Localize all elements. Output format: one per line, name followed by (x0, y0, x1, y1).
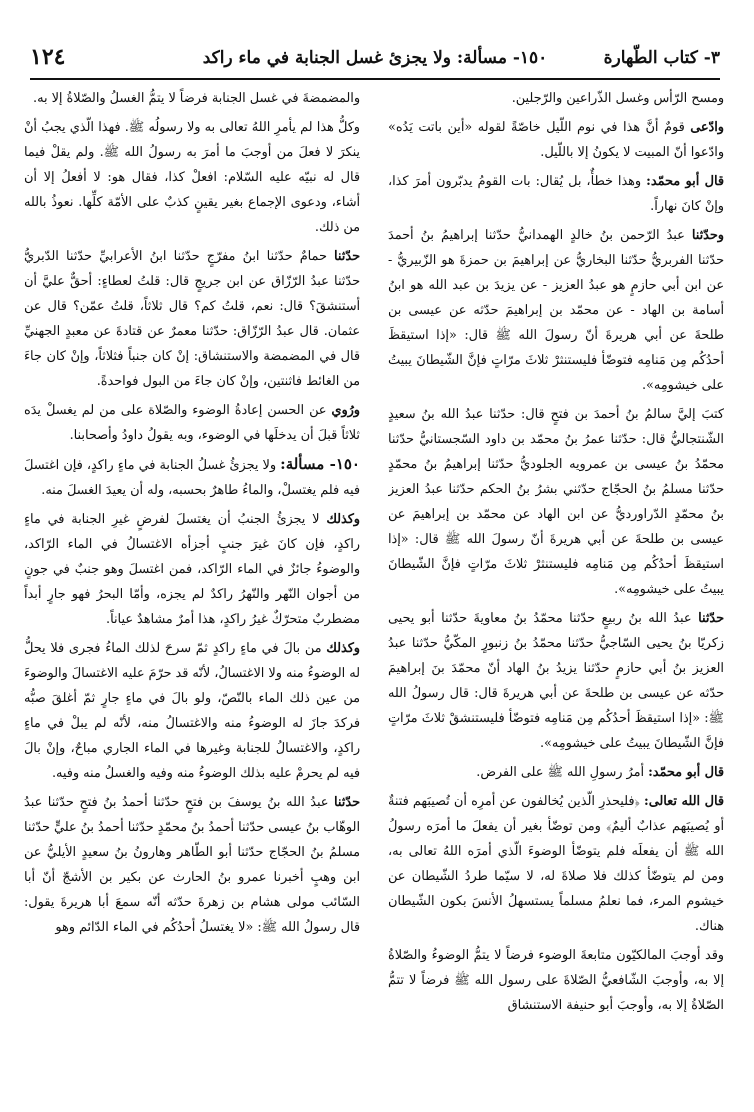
paragraph-text: ومسح الرّأس وغسل الذّراعين والرّجلين. (511, 91, 724, 106)
right-column (388, 86, 724, 1096)
header-rule (30, 78, 720, 80)
paragraph (388, 789, 724, 939)
paragraph (388, 606, 724, 756)
paragraph (24, 452, 360, 503)
paragraph-lead: حدّثنا (698, 611, 724, 626)
left-column (24, 86, 360, 1096)
paragraph-text: لا يجزئُ الجنبُ أن يغتسلَ لفرضٍ غيرِ الجنابة في ماءٍ راكدٍ، فإن كانَ غيرَ جنبٍ أجزأه الاغتسالُ في الماء الرّاكد، والوضوءُ جائزٌ في الماء الرّاكد، فمن اغتسلَ وهو جنبٌ في جونٍ من أجوان النّهر والنّهرُ راكدٌ لم يجزه، وأمّا البحرُ فهو جارٍ أبداً مضطربٌ متحرّكٌ غيرُ راكدٍ، هذا أمرٌ مشاهدٌ عياناً. (24, 512, 360, 627)
paragraph (24, 244, 360, 394)
issue-title: ١٥٠- مسألة: ولا يجزئ غسل الجنابة في ماء راكد (202, 48, 548, 68)
paragraph-text: حمامٌ حدّثنا ابنُ مفرّجٍ حدّثنا ابنُ الأعرابيِّ حدّثنا الدّبريُّ حدّثنا عبدُ الرّزّاق عن ابن جريجٍ قال: قلتُ لعطاءٍ: أحقٌّ عليَّ أن أستنشقَ؟ قال: نعم، قلتُ كم؟ قال ثلاثاً، قلتُ عمّن؟ قال عن عثمان. قال عبدُ الرّزّاق: حدّثنا معمرٌ عن قتادةَ عن معبدٍ الجهنيِّ قال في المضمضة والاستنشاق: إنْ كان جنباً فثلاثاً، وإنْ كان جاءَ من الغائط فاثنتين، وإنْ كان جاءَ من البول فواحدةً. (24, 249, 360, 389)
paragraph (388, 760, 724, 785)
paragraph (388, 223, 724, 398)
paragraph-text: ﴿فليحذرِ الّذين يُخالفون عن أمرِه أن تُصيبَهم فتنةٌ أو يُصيبَهم عذابٌ أليمٌ﴾ ومن توضّأ بغير أن يفعلَ ما أمرَه رسولُ الله ﷺ أن يفعلَه فلم يتوضّأ الوضوءَ الّذي أمرَه اللهُ تعالى به، ومن لم يتوضّأ كذلك فلا صلاةَ له، لا سيّما طردُ الشّيطان عن خيشوم المرء، فما نعلمُ مسلماً يستسهلُ الأنسَ بكون الشّيطان هناك. (388, 794, 724, 934)
paragraph-lead: وكذلك (326, 512, 360, 527)
paragraph-text: عبدُ الله بنُ يوسفَ بن فتحٍ حدّثنا أحمدُ بنُ فتحٍ حدّثنا عبدُ الوهّاب بنُ عيسى حدّثنا أحمدُ بنُ محمّدٍ حدّثنا أحمدُ بنُ عليٍّ حدّثنا مسلمُ بنُ الحجّاج حدّثنا أبو الطّاهر وهارونُ بنُ سعيدٍ الأيليُّ عن ابن وهبٍ أخبرنا عمرو بنُ الحارث عن بكير بن الأشجّ أنّ أبا السّائب مولى هشام بن زهرةَ حدّثه أنّه سمعَ أبا هريرةَ يقول: قال رسولُ الله ﷺ: «لا يغتسلُ أحدُكُم في الماء الدّائم وهو (24, 795, 360, 935)
paragraph-lead: ١٥٠- مسألة: (280, 455, 360, 473)
paragraph-lead: قال أبو محمّد: (646, 174, 724, 189)
paragraph (24, 115, 360, 240)
paragraph-lead: قال الله تعالى: (643, 794, 724, 809)
paragraph (24, 636, 360, 786)
paragraph-lead: حدّثنا (334, 249, 360, 264)
paragraph-text: ولا يجزئُ غسلُ الجنابة في ماءٍ راكدٍ، فإن اغتسلَ فيه فلم يغتسلْ، والماءُ طاهرٌ بحسبه، وله أن يعيدَ الغسلَ منه. (24, 458, 360, 498)
paragraph (24, 398, 360, 448)
chapter-title: ٣- كتاب الطّهارة (603, 48, 720, 68)
paragraph-text: قومٌ أنَّ هذا في نوم اللّيل خاصّةً لقوله «أين باتت يَدُه» وادّعوا أنّ المبيت لا يكونُ إلا باللّيل. (388, 120, 724, 160)
paragraph-lead: وكذلك (326, 641, 360, 656)
paragraph-text: والمضمضةَ في غسل الجنابة فرضاً لا يتمُّ الغسلُ والصّلاةُ إلا به. (33, 91, 360, 106)
paragraph-text: وكلُّ هذا لم يأمرِ اللهُ تعالى به ولا رسولُه ﷺ. فهذا الّذي يجبُ أنْ ينكرَ لا فعلَ من أوجبَ ما أمرَ به رسولُ الله ﷺ. ولم يقلْ فيما قال له نبيّه عليه السّلام: افعلْ كذا، فقال هو: لا أفعلُ إلا أن أشاء، ودعوى الإجماع بغير يقينٍ كذبٌ على الأمّة كلِّها. نعوذُ بالله من ذلك. (24, 120, 360, 235)
paragraph (388, 943, 724, 1018)
paragraph-lead: ورُوي (331, 403, 360, 418)
paragraph (388, 402, 724, 602)
paragraph (388, 86, 724, 111)
paragraph (24, 507, 360, 632)
paragraph-text: عبدُ الله بنُ ربيعٍ حدّثنا محمّدُ بنُ معاويةَ حدّثنا أبو يحيى زكريّا بنُ يحيى السّاجيُّ حدّثنا محمّدُ بنُ زنبورٍ المكّيُّ حدّثنا عبدُ العزيز بنُ أبي حازمٍ حدّثنا يزيدُ بنُ الهاد أنّ محمّدَ بنَ إبراهيمَ حدّثه عن عيسى بن طلحةَ عن أبي هريرةَ قال: قال رسولُ الله ﷺ: «إذا استيقظَ أحدُكُم مِن مَنامِه فتوضّأ فليستنشقْ ثلاثَ مرّاتٍ فإنَّ الشّيطانَ يبيتُ على خيشومِه». (388, 611, 724, 751)
paragraph (388, 115, 724, 165)
paragraph-text: وقد أوجبَ المالكيّون متابعةَ الوضوء فرضاً لا يتمُّ الوضوءُ والصّلاةُ إلا به، وأوجبَ الشّافعيُّ الصّلاةَ على رسول الله ﷺ فرضاً لا تتمُّ الصّلاةُ إلا به، وأوجبَ أبو حنيفة الاستنشاق (388, 948, 724, 1013)
paragraph (24, 86, 360, 111)
paragraph-lead: وحدّثنا (691, 228, 724, 243)
paragraph-text: عن الحسن إعادةُ الوضوء والصّلاة على من لم يغسلْ يدَه ثلاثاً قبلَ أن يدخلَها في الوضوء، وبه يقولُ داودُ وأصحابنا. (24, 403, 360, 443)
paragraph-lead: وادّعى (690, 120, 724, 135)
paragraph-text: وهذا خطأٌ، بل يُقال: بات القومُ يدبّرون أمرَ كذا، وإنْ كانَ نهاراً. (388, 174, 724, 214)
paragraph-lead: قال أبو محمّد: (648, 765, 724, 780)
paragraph (24, 790, 360, 940)
page-header (30, 42, 720, 74)
paragraph-text: كتبَ إليَّ سالمُ بنُ أحمدَ بن فتحٍ قال: حدّثنا عبدُ الله بنُ سعيدٍ الشّنتجاليُّ قال: حدّثنا عمرُ بنُ محمّد بن داود السّجستانيُّ حدّثنا محمّدُ بنُ عيسى بن عمرويه الجلوديُّ حدّثنا إبراهيمُ بنُ محمّدٍ حدّثنا مسلمُ بنُ الحجّاج حدّثني بشرُ بنُ الحكم حدّثنا عبدُ العزيز بنُ محمّدٍ الدّراورديُّ عن ابن الهاد عن محمّد بن إبراهيمَ عن عيسى بن طلحةَ عن أبي هريرةَ أنّ رسولَ الله ﷺ قال: «إذا استيقظَ أحدُكُم مِن مَنامِه فليستنثرْ ثلاثَ مرّاتٍ فإنَّ الشّيطانَ يبيتُ على خيشومِه». (388, 407, 724, 597)
paragraph-lead: حدّثنا (334, 795, 360, 810)
page-number: ١٢٤ (30, 44, 66, 70)
paragraph (388, 169, 724, 219)
paragraph-text: عبدُ الرّحمن بنُ خالدٍ الهمدانيُّ حدّثنا إبراهيمُ بنُ أحمدَ حدّثنا الفربريُّ حدّثنا البخاريُّ عن إبراهيمَ بن حمزةَ هو الزّبيريُّ - عن ابن أبي حازمٍ هو عبدُ العزيز - عن يزيدَ بن عبد الله هو ابنُ أسامة بن الهاد - عن محمّد بن إبراهيمَ حدّثه عن عيسى بن طلحةَ عن أبي هريرةَ أنّ رسولَ الله ﷺ قال: «إذا استيقظَ أحدُكُم مِن مَنامِه فتوضّأ فليستنثرْ ثلاثَ مرّاتٍ فإنَّ الشّيطانَ يبيتُ على خيشومِه». (388, 228, 724, 393)
paragraph-text: أمرُ رسولِ الله ﷺ على الفرض. (476, 765, 644, 780)
paragraph-text: من بالَ في ماءٍ راكدٍ ثمّ سرحَ لذلك الماءُ فجرى فلا يحلُّ له الوضوءُ منه ولا الاغتسالُ، لأنّه قد حرّمَ عليه الاغتسالَ والوضوءَ من عين ذلك الماء بالنّصّ، ولو بالَ في ماءٍ جارٍ ثمّ أغلقَ صبُّه فركدَ جازَ له الوضوءُ منه والاغتسالُ منه، لأنّه لم يبلْ في ماءٍ راكدٍ، والاغتسالُ للجنابة وغيرها في الماء الجاري مباحٌ، وإنْ بالَ فيه لم يحرمْ عليه بذلك الوضوءُ منه وفيه والغسلُ منه وفيه. (24, 641, 360, 781)
